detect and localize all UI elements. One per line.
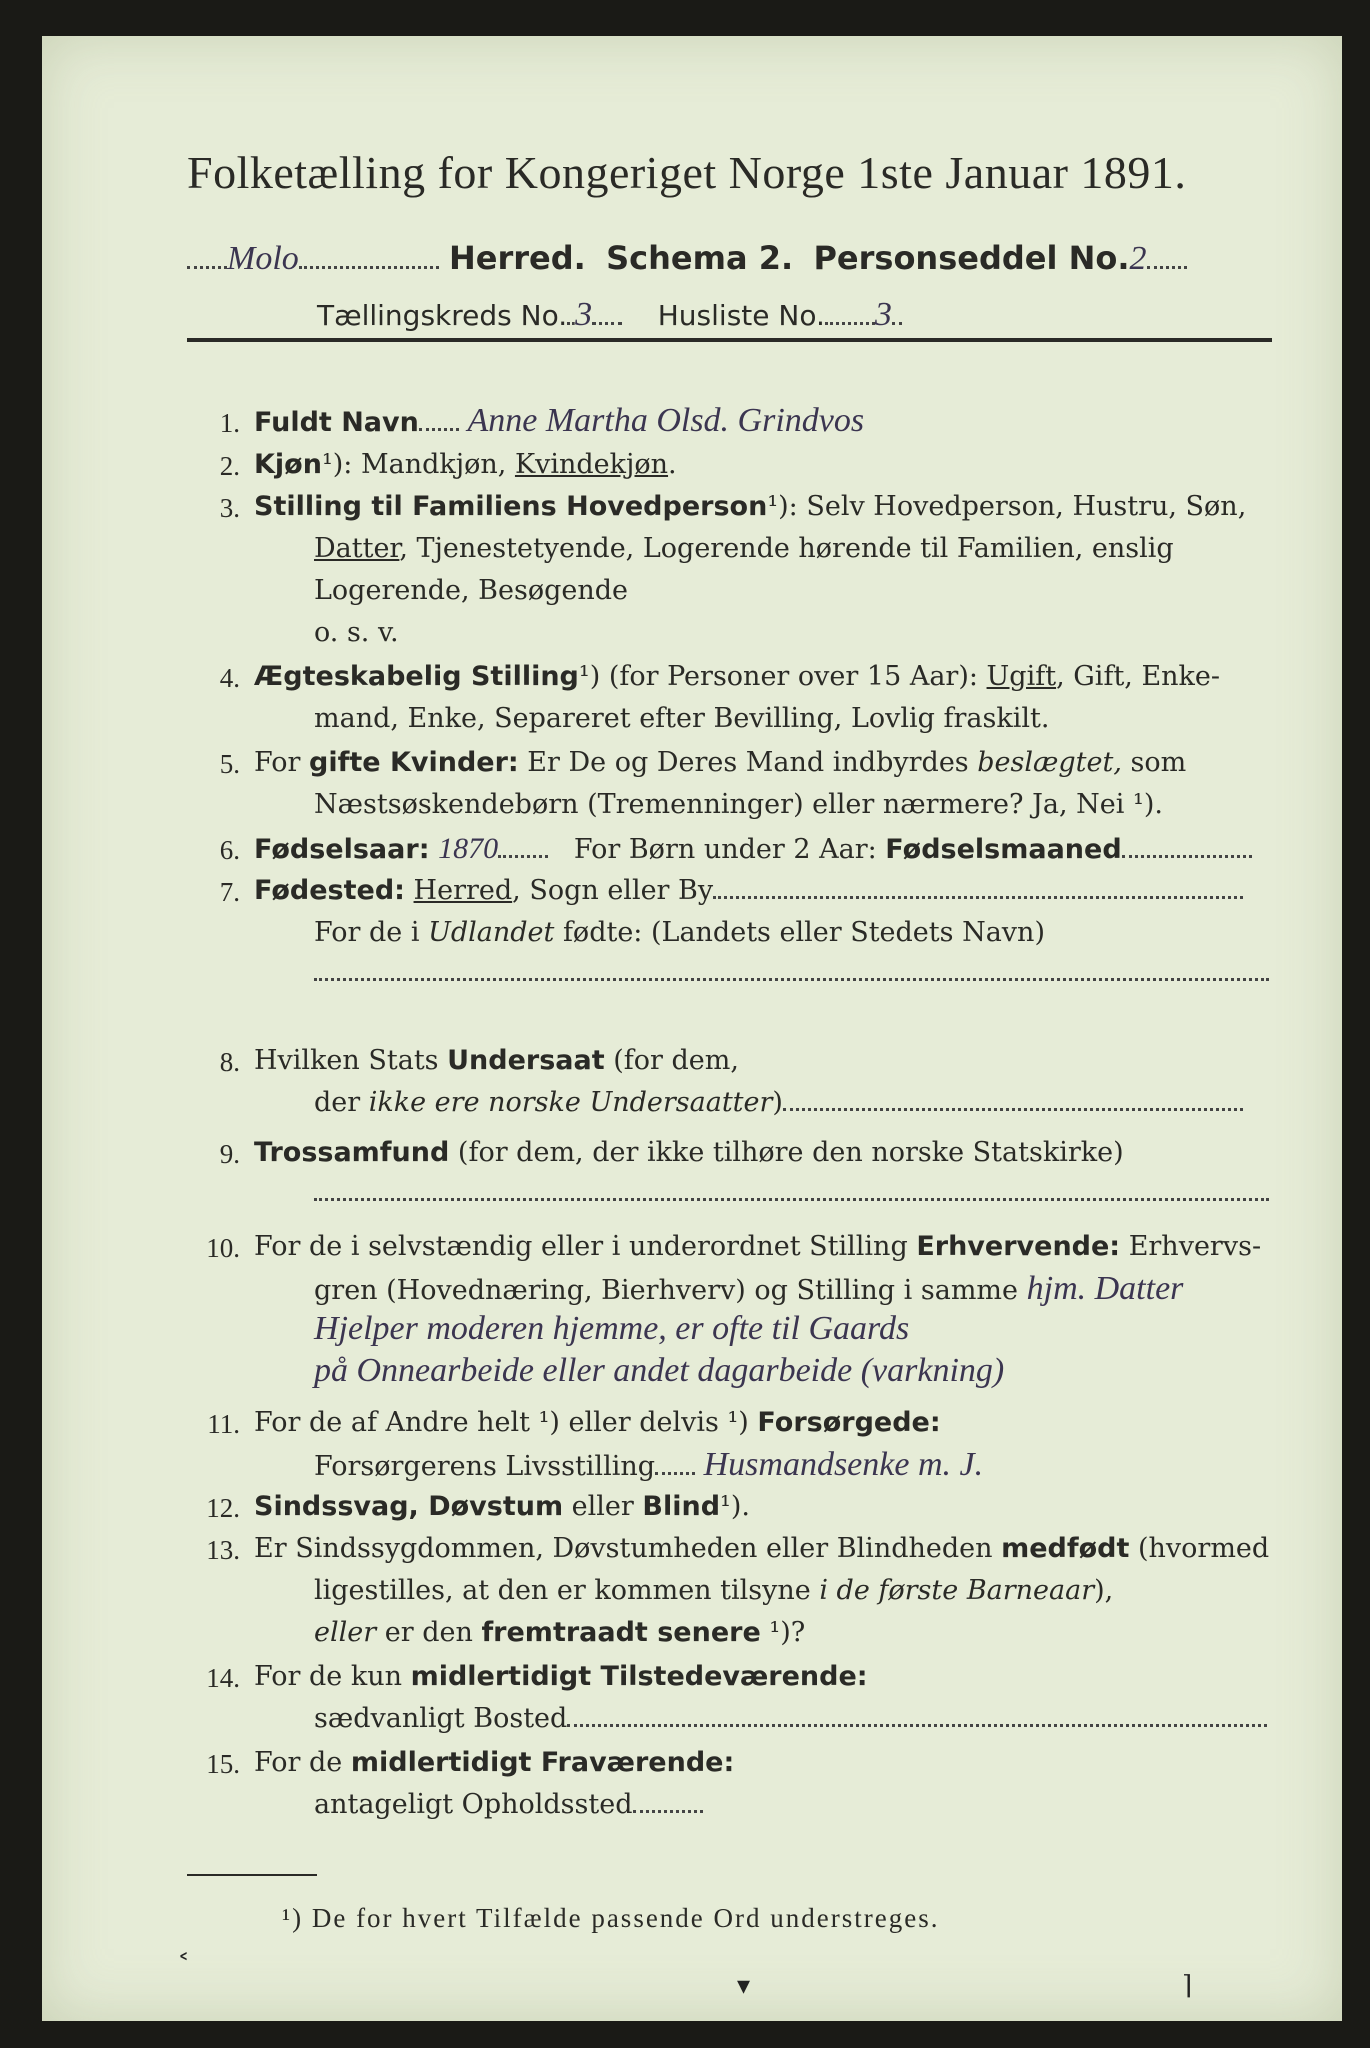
field-9-number: 9. [219, 1139, 240, 1169]
herred-line [187, 241, 1187, 276]
field-8-label: Undersaat [447, 1045, 605, 1076]
field-13-line-2 [314, 1574, 1113, 1608]
personseddel-label: Personseddel No. [813, 239, 1130, 277]
field-1-number: 1. [219, 408, 240, 438]
birthplace-selected: Herred [413, 875, 513, 906]
field-4-line-1 [254, 660, 1220, 694]
field-6-number: 6. [219, 835, 240, 865]
taellingskreds-line [317, 298, 902, 333]
field-7-text-b: fødte: (Landets eller Stedets Navn) [554, 917, 1045, 948]
field-8-number: 8. [219, 1047, 240, 1077]
field-5-label: gifte Kvinder: [309, 747, 519, 778]
field-9-blank [314, 1176, 1269, 1210]
form-title: Folketælling for Kongeriget Norge 1ste Januar 1891. [187, 147, 1187, 198]
field-1-label: Fuldt Navn [254, 407, 419, 438]
field-3-line-1 [254, 490, 1246, 524]
husliste-value: 3 [874, 296, 892, 333]
provider-value: Husmandsenke m. J. [703, 1446, 984, 1483]
field-10-text-c: gren (Hovednæring, Bierhverv) og Stilling i samme [314, 1275, 1019, 1306]
field-3-number: 3. [219, 493, 240, 523]
field-7-number: 7. [219, 877, 240, 907]
field-5-text-b: Er De og Deres Mand indbyrdes [518, 747, 978, 778]
field-11-text-b: Forsørgerens Livsstilling [314, 1451, 656, 1482]
field-12-number: 12. [206, 1493, 240, 1523]
field-7-italic: Udlandet [428, 917, 555, 948]
field-7-line-1 [254, 874, 1243, 908]
field-4-number: 4. [219, 663, 240, 693]
footnote-rule [187, 1874, 317, 1876]
field-11-text-a: For de af Andre helt ¹) eller delvis ¹) [254, 1407, 758, 1438]
field-8-text-a: Hvilken Stats [254, 1045, 448, 1076]
field-5-number: 5. [219, 749, 240, 779]
field-4-text-1: ¹) (for Personer over 15 Aar): [578, 661, 987, 692]
field-7-text-a: For de i [314, 917, 429, 948]
field-14-text-a: For de kun [254, 1661, 411, 1692]
field-14-line-1 [254, 1660, 868, 1694]
footnote: ¹) De for hvert Tilfælde passende Ord understreges. [282, 1903, 940, 1933]
field-14-line-2 [314, 1702, 1267, 1736]
field-2-text: ¹): Mandkjøn, [321, 449, 515, 480]
field-6-label: Fødselsaar: [254, 834, 430, 865]
field-11-line-1 [254, 1406, 941, 1440]
field-12-text: eller [563, 1491, 643, 1522]
field-1 [254, 404, 864, 440]
taellingskreds-label: Tællingskreds No. [317, 299, 568, 332]
husliste-label: Husliste No. [657, 299, 825, 332]
field-3-line-2 [314, 532, 1174, 566]
field-12-text-2: ¹). [720, 1491, 750, 1522]
field-4-label: Ægteskabelig Stilling [254, 661, 579, 692]
census-form-sheet [42, 36, 1342, 2021]
field-13-text-b: (hvormed [1129, 1533, 1270, 1564]
field-7-text: , Sogn eller By [512, 875, 714, 906]
field-15-line-2 [314, 1788, 703, 1822]
field-13-text-c: ligestilles, at den er kommen tilsyne [314, 1575, 820, 1606]
occupation-value-3: på Onnearbeide eller andet dagarbeide (varkning) [314, 1352, 1005, 1389]
field-13-text-f: ¹)? [760, 1617, 806, 1648]
field-15-line-1 [254, 1746, 734, 1780]
field-15-text-a: For de [254, 1747, 351, 1778]
relation-selected: Datter [314, 533, 400, 564]
personseddel-value: 2 [1129, 240, 1147, 277]
corner-mark-right: ⌉ [1182, 1971, 1193, 2001]
field-10-text-a: For de i selvstændig eller i underordnet Stilling [254, 1231, 917, 1262]
birth-year-value: 1870 [438, 832, 499, 865]
field-3-label: Stilling til Familiens Hovedperson [254, 491, 768, 522]
field-6 [254, 832, 1252, 867]
field-9-line-1 [254, 1136, 1124, 1170]
corner-mark-left: ˂ [177, 1951, 190, 1981]
marital-selected: Ugift [986, 661, 1057, 692]
field-10-label: Erhvervende: [916, 1231, 1121, 1262]
field-10-text-b: Erhvervs- [1120, 1231, 1262, 1262]
field-3-line-4: o. s. v. [314, 617, 399, 648]
field-13-line-1 [254, 1532, 1269, 1566]
herred-value: Molo [227, 240, 299, 277]
field-8-text-c: der [314, 1087, 369, 1118]
field-9-label: Trossamfund [254, 1137, 450, 1168]
header-rule [187, 338, 1272, 342]
field-14-text-b: sædvanligt Bosted [314, 1703, 568, 1734]
field-8-text-d: ) [772, 1087, 783, 1118]
field-8-italic: ikke ere norske Undersaatter [368, 1087, 773, 1118]
field-13-italic: i de første Barneaar [819, 1575, 1095, 1606]
field-2-label: Kjøn [254, 449, 322, 480]
field-8-line-1 [254, 1044, 739, 1078]
field-4-text-2: , Gift, Enke- [1056, 661, 1221, 692]
field-13-number: 13. [206, 1535, 240, 1565]
field-3-text-1: ¹): Selv Hovedperson, Hustru, Søn, [767, 491, 1247, 522]
schema-label: Schema 2. [606, 239, 794, 277]
corner-mark-center: ▾ [737, 1971, 751, 2001]
field-12-label-1: Sindssvag, Døvstum [254, 1491, 564, 1522]
field-13-line-3 [314, 1616, 805, 1650]
occupation-value-1: hjm. Datter [1026, 1270, 1184, 1307]
taellingskreds-value: 3 [575, 296, 593, 333]
field-5-line-2: Næstsøskendebørn (Tremenninger) eller nærmere? Ja, Nei ¹). [314, 789, 1163, 820]
field-15-number: 15. [206, 1749, 240, 1779]
field-5-italic: beslægtet, [977, 747, 1122, 778]
gender-selected: Kvindekjøn [514, 449, 669, 480]
field-3-text-2: , Tjenestetyende, Logerende hørende til Familien, enslig [399, 533, 1174, 564]
field-8-text-b: (for dem, [604, 1045, 739, 1076]
field-10-line-1 [254, 1230, 1261, 1264]
field-10-line-2 [314, 1272, 1183, 1308]
field-6-text: For Børn under 2 Aar: [573, 834, 886, 865]
field-8-line-2 [314, 1086, 1243, 1120]
field-13-text-d: ), [1094, 1575, 1114, 1606]
field-6-label-2: Fødselsmaaned [885, 834, 1122, 865]
field-5-text-c: som [1121, 747, 1187, 778]
field-2-number: 2. [219, 451, 240, 481]
occupation-value-2: Hjelper moderen hjemme, er ofte til Gaards [314, 1310, 910, 1347]
field-3-line-3: Logerende, Besøgende [314, 575, 628, 606]
full-name-value: Anne Martha Olsd. Grindvos [467, 402, 865, 439]
field-13-label-2: fremtraadt senere [481, 1617, 761, 1648]
field-13-label: medfødt [1001, 1533, 1130, 1564]
field-7-line-2 [314, 916, 1045, 950]
field-13-text-a: Er Sindssygdommen, Døvstumheden eller Blindheden [254, 1533, 1002, 1564]
field-12 [254, 1490, 750, 1524]
field-7-label: Fødested: [254, 875, 405, 906]
field-14-number: 14. [206, 1663, 240, 1693]
field-12-label-2: Blind [642, 1491, 721, 1522]
field-11-number: 11. [207, 1409, 240, 1439]
field-15-label: midlertidigt Fraværende: [350, 1747, 735, 1778]
field-11-label: Forsørgede: [757, 1407, 941, 1438]
field-11-line-2 [314, 1448, 983, 1484]
field-15-text-b: antageligt Opholdssted [314, 1789, 633, 1820]
field-9-text: (for dem, der ikke tilhøre den norske Statskirke) [449, 1137, 1124, 1168]
field-10-number: 10. [206, 1233, 240, 1263]
field-4-line-2: mand, Enke, Separeret efter Bevilling, Lovlig fraskilt. [314, 703, 1050, 734]
field-13-italic-2: eller [314, 1617, 377, 1648]
field-5-line-1 [254, 746, 1186, 780]
herred-label: Herred. [448, 239, 586, 277]
field-2: Kjøn¹): Mandkjøn, Kvindekjøn. [254, 449, 677, 480]
field-7-blank [314, 956, 1269, 990]
field-5-text-a: For [254, 747, 310, 778]
field-13-text-e: er den [376, 1617, 482, 1648]
field-14-label: midlertidigt Tilstedeværende: [410, 1661, 868, 1692]
